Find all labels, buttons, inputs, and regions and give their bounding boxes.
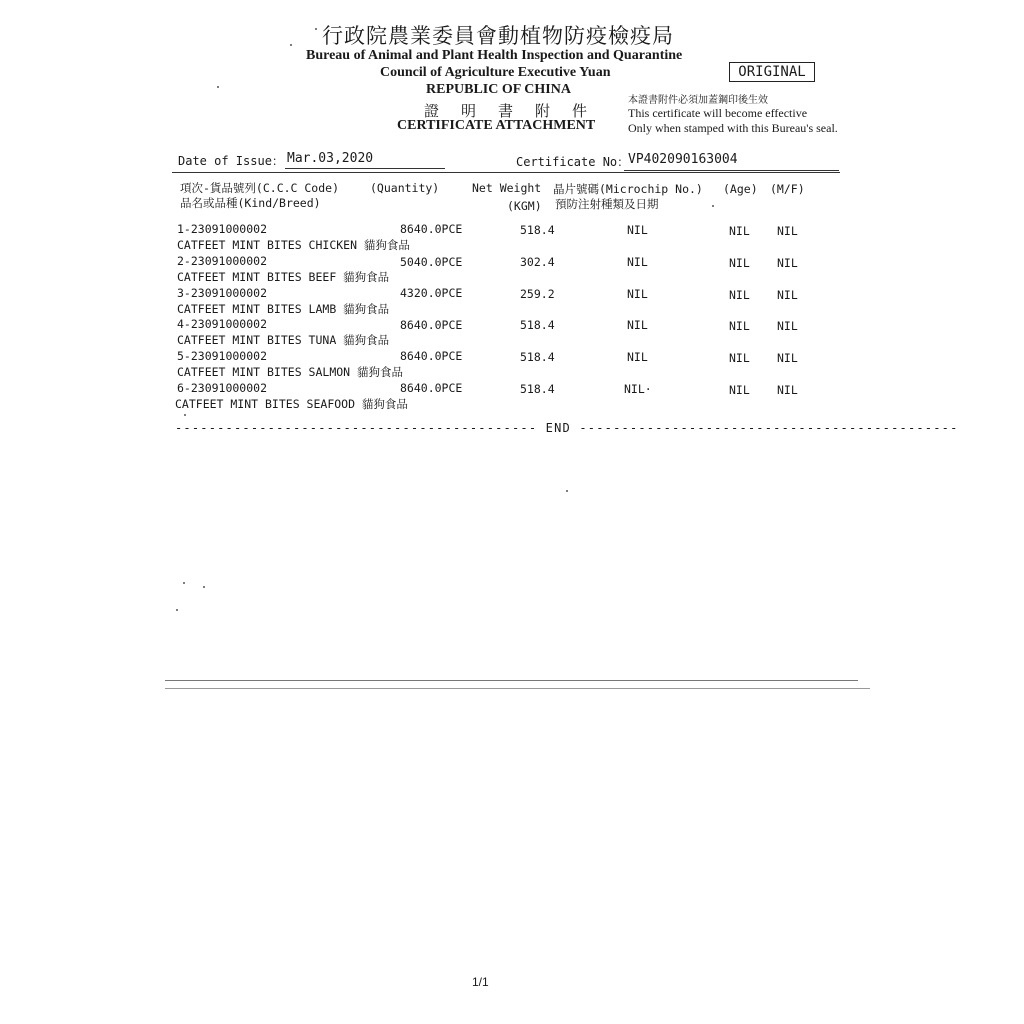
- row-sex: NIL: [777, 319, 798, 333]
- certificate-number-label: Certificate No：: [516, 155, 630, 169]
- row-sex: NIL: [777, 224, 798, 238]
- row-microchip: NIL·: [624, 382, 652, 396]
- column-header-age: (Age): [723, 182, 758, 196]
- row-microchip: NIL: [627, 223, 648, 237]
- original-stamp: ORIGINAL: [729, 62, 815, 82]
- header-rule: [172, 172, 840, 173]
- issue-date-label: Date of Issue：: [178, 154, 284, 168]
- column-header-sex: (M/F): [770, 182, 805, 196]
- scan-speck: [566, 490, 568, 492]
- row-microchip: NIL: [627, 350, 648, 364]
- row-weight: 518.4: [520, 350, 555, 364]
- row-name: CATFEET MINT BITES BEEF 貓狗食品: [177, 270, 390, 284]
- issue-date-underline: [285, 168, 445, 169]
- validity-note-chinese: 本證書附件必須加蓋鋼印後生效: [628, 95, 768, 106]
- document-type-english: CERTIFICATE ATTACHMENT: [397, 118, 596, 133]
- row-sex: NIL: [777, 383, 798, 397]
- column-header-microchip: 晶片號碼(Microchip No.): [553, 182, 703, 196]
- row-code: 4-23091000002: [177, 317, 268, 331]
- row-name: CATFEET MINT BITES CHICKEN 貓狗食品: [177, 238, 410, 252]
- row-quantity: 8640.0PCE: [400, 381, 463, 395]
- row-code: 3-23091000002: [177, 286, 268, 300]
- document-type-chinese: 證明書附件: [424, 102, 610, 120]
- row-weight: 302.4: [520, 255, 555, 269]
- row-code: 1-23091000002: [177, 222, 268, 236]
- row-age: NIL: [729, 224, 750, 238]
- row-age: NIL: [729, 351, 750, 365]
- certificate-number-value: VP402090163004: [628, 152, 738, 167]
- row-sex: NIL: [777, 351, 798, 365]
- row-age: NIL: [729, 256, 750, 270]
- row-microchip: NIL: [627, 255, 648, 269]
- validity-note-english-line1: This certificate will become effective: [628, 106, 808, 120]
- scan-speck: [183, 582, 185, 584]
- row-code: 6-23091000002: [177, 381, 268, 395]
- row-sex: NIL: [777, 288, 798, 302]
- row-quantity: 4320.0PCE: [400, 286, 463, 300]
- row-age: NIL: [729, 383, 750, 397]
- scan-rule-bottom: [165, 688, 870, 689]
- scan-speck: [712, 205, 714, 207]
- bureau-name-english: Bureau of Animal and Plant Health Inspection and Quarantine: [306, 48, 683, 63]
- page-number: 1/1: [472, 975, 489, 989]
- issue-date-value: Mar.03,2020: [287, 151, 374, 166]
- row-name: CATFEET MINT BITES LAMB 貓狗食品: [177, 302, 390, 316]
- validity-note-english-line2: Only when stamped with this Bureau's seal.: [628, 121, 838, 135]
- column-header-net-weight: Net Weight: [472, 181, 542, 195]
- row-code: 2-23091000002: [177, 254, 268, 268]
- row-microchip: NIL: [627, 287, 648, 301]
- scan-speck: [290, 44, 292, 46]
- row-quantity: 5040.0PCE: [400, 255, 463, 269]
- end-marker: ------------------------------------------- END ---------------------------------------------: [175, 421, 959, 435]
- row-quantity: 8640.0PCE: [400, 318, 463, 332]
- row-quantity: 8640.0PCE: [400, 349, 463, 363]
- bureau-title-chinese: 行政院農業委員會動植物防疫檢疫局: [322, 24, 674, 48]
- scan-speck: [315, 28, 317, 30]
- row-name: CATFEET MINT BITES TUNA 貓狗食品: [177, 333, 390, 347]
- council-name-english: Council of Agriculture Executive Yuan: [380, 65, 611, 80]
- row-weight: 518.4: [520, 223, 555, 237]
- scan-speck: [217, 86, 219, 88]
- row-microchip: NIL: [627, 318, 648, 332]
- column-header-net-weight-unit: (KGM): [507, 199, 542, 213]
- row-code: 5-23091000002: [177, 349, 268, 363]
- row-name: CATFEET MINT BITES SEAFOOD 貓狗食品: [175, 397, 408, 411]
- scan-speck: [184, 414, 186, 416]
- row-weight: 518.4: [520, 318, 555, 332]
- column-header-item-code: 項次-貨品號列(C.C.C Code): [180, 181, 340, 195]
- row-name: CATFEET MINT BITES SALMON 貓狗食品: [177, 365, 404, 379]
- row-quantity: 8640.0PCE: [400, 222, 463, 236]
- column-header-quantity: (Quantity): [370, 181, 440, 195]
- scan-rule-top: [165, 680, 858, 681]
- row-sex: NIL: [777, 256, 798, 270]
- scan-speck: [176, 609, 178, 611]
- column-header-kind: 品名或品種(Kind/Breed): [180, 196, 321, 210]
- certificate-number-underline: [624, 170, 839, 171]
- country-name: REPUBLIC OF CHINA: [426, 82, 571, 97]
- column-header-vaccination: 預防注射種類及日期: [555, 197, 659, 211]
- row-weight: 259.2: [520, 287, 555, 301]
- row-weight: 518.4: [520, 382, 555, 396]
- scan-speck: [203, 586, 205, 588]
- row-age: NIL: [729, 288, 750, 302]
- row-age: NIL: [729, 319, 750, 333]
